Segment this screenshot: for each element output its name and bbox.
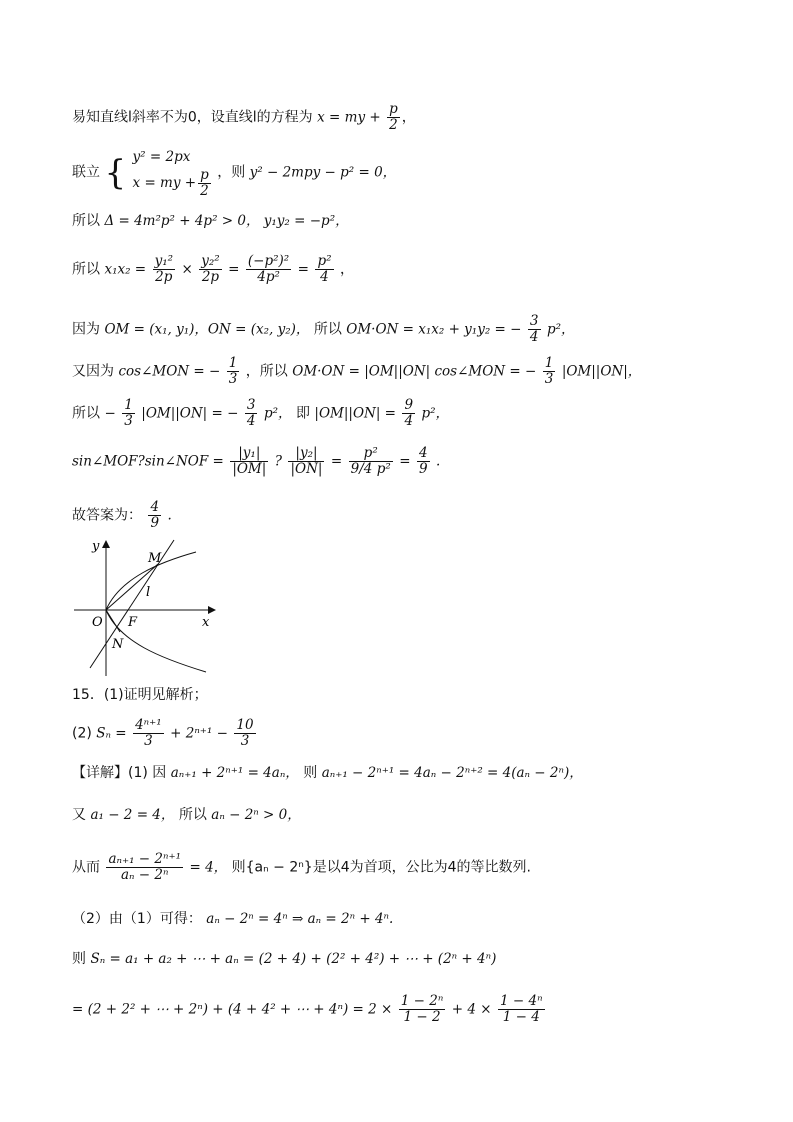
comma: ， (339, 261, 354, 278)
text-yinwei: 因为 (72, 321, 100, 338)
text-geometric-conclusion: 则{aₙ − 2ⁿ}是以4为首项，公比为4的等比数列. (231, 859, 531, 876)
frac-p-over-2-b (198, 168, 211, 199)
text-ze: 则 (303, 765, 318, 781)
text-youyinwei: 又因为 (72, 363, 114, 380)
line-x1x2 (72, 254, 354, 285)
math-quadratic: y² − 2mpy − p² = 0， (249, 164, 397, 181)
frac-den: 2p (155, 269, 173, 285)
text-lianli: 联立 (72, 164, 100, 181)
frac-den: 2 (200, 183, 209, 199)
frac-10-3 (234, 718, 255, 749)
frac-num: p² (349, 446, 393, 462)
text-l-slope: 易知直线l斜率不为0，设直线l的方程为 (72, 109, 313, 126)
frac-psq-4psq (246, 254, 291, 285)
line-l-equation: 易知直线l斜率不为0，设直线l的方程为 x = my + $\frac{p}{2}$ ， (72, 101, 416, 133)
frac-den: |ON| (290, 461, 323, 477)
frac-y2sq-2p (199, 254, 221, 285)
frac-geom-2 (399, 994, 446, 1025)
frac-num: 4 (150, 499, 160, 515)
parabola-figure (70, 536, 220, 678)
label-x: x (202, 615, 210, 630)
text-ze: ，则 (217, 164, 246, 181)
text-answer-label: 故答案为： (72, 507, 142, 524)
text-part2-label: (2) (72, 725, 92, 742)
frac-1-3 (227, 356, 240, 387)
frac-num: y₂² (201, 253, 220, 269)
label-N: N (112, 637, 124, 652)
line-detail3 (72, 852, 531, 883)
frac-num: aₙ₊₁ − 2ⁿ⁺¹ (108, 851, 182, 867)
line-cos (72, 356, 641, 387)
label-y: y (92, 539, 100, 554)
frac-num: 1 (544, 355, 554, 371)
period: . (167, 507, 172, 524)
frac-3-4-b (245, 398, 258, 429)
frac-4n1-3 (133, 718, 164, 749)
math-sin: sin∠MOF?sin∠NOF = (72, 453, 224, 470)
frac-num: 3 (529, 313, 539, 329)
frac-den: 9 (150, 515, 160, 531)
frac-den: 4 (320, 269, 329, 285)
text-suoyi: 所以 (72, 405, 100, 422)
line-discriminant (72, 212, 349, 230)
frac-num: |y₂| (288, 446, 324, 462)
y-axis-arrow-icon (102, 540, 110, 548)
math-norm-eq: |OM||ON| = − (141, 405, 239, 422)
system-eq1: y² = 2px (132, 149, 191, 165)
frac-den: 1 − 2 (403, 1009, 441, 1025)
frac-psq-4 (315, 254, 333, 285)
frac-geom-4 (498, 994, 545, 1025)
times-sign: × (181, 261, 193, 278)
label-O: O (92, 615, 103, 630)
frac-num: (−p²)² (247, 253, 290, 269)
math-psq: p²， (421, 405, 450, 422)
text-you: 又 (72, 807, 86, 823)
frac-num: 10 (236, 717, 254, 733)
frac-y1sq-2p (153, 254, 175, 285)
frac-num: 9 (404, 397, 414, 413)
equals-sign: = (330, 453, 343, 470)
frac-den: 4 (529, 329, 539, 345)
frac-den: 2p (201, 269, 220, 285)
text-ze: 则 (72, 951, 86, 967)
frac-3-4 (528, 314, 541, 345)
frac-num: p² (317, 253, 332, 269)
minus-sign: − (104, 405, 116, 422)
frac-num: 1 (124, 397, 133, 413)
line-p15-part2 (72, 718, 258, 749)
left-brace-icon: { (104, 152, 127, 193)
math-norm-result: |OM||ON| = (314, 405, 396, 422)
equation-system (133, 146, 213, 199)
text-suoyi: 所以 (313, 321, 342, 338)
frac-den: 3 (544, 371, 554, 387)
system-eq2 (133, 168, 213, 199)
frac-9-4 (402, 398, 415, 429)
text-suoyi: 所以 (72, 213, 100, 229)
math-plus-4: + 4 × (451, 1001, 492, 1018)
math-discriminant: Δ = 4m²p² + 4p² > 0， y₁y₂ = −p²， (104, 213, 349, 229)
math-Sn-sum: Sₙ = a₁ + a₂ + ⋯ + aₙ = (2 + 4) + (2² + 4²) + ⋯ + (2ⁿ + 4ⁿ) (90, 951, 497, 967)
math-l-equation: x = my + (317, 109, 381, 126)
math-positive: aₙ − 2ⁿ > 0， (211, 807, 301, 823)
math-vectors: OM = (x₁, y₁)，ON = (x₂, y₂)， (104, 321, 310, 338)
text-part2-start: （2）由（1）可得： (72, 911, 202, 927)
frac-y2-on (288, 446, 324, 477)
frac-1-3-c (122, 398, 135, 429)
line-l (90, 540, 174, 668)
line-p15-part1 (72, 686, 208, 704)
math-eq4: = 4， (189, 859, 228, 876)
math-psq: p²， (263, 405, 292, 422)
equals-sign: = (399, 453, 411, 470)
label-M: M (148, 551, 162, 566)
math-cos: cos∠MON = − (118, 363, 221, 380)
frac-den: 2 (389, 117, 398, 133)
question-mark: ? (274, 453, 283, 470)
frac-den: 4 (246, 413, 256, 429)
frac-y1-om (230, 446, 268, 477)
text-suoyi: 所以 (72, 261, 100, 278)
frac-4-9 (417, 446, 430, 477)
frac-num: 4ⁿ⁺¹ (135, 717, 162, 733)
x-axis-arrow-icon (208, 606, 216, 614)
frac-den: 4 (404, 413, 414, 429)
text-p15-part1: 15．(1)证明见解析； (72, 687, 208, 703)
frac-1-3-b (543, 356, 556, 387)
line-norm-product (72, 398, 449, 429)
line-detail2 (72, 806, 301, 824)
frac-num: 1 (228, 355, 238, 371)
frac-ratio (106, 852, 183, 883)
math-norms: |OM||ON|， (561, 363, 642, 380)
frac-den: 3 (240, 733, 250, 749)
math-Sn: Sₙ = (96, 725, 127, 742)
frac-num: 4 (418, 445, 428, 461)
frac-den: 4p² (257, 269, 280, 285)
math-2n1: + 2ⁿ⁺¹ − (170, 725, 228, 742)
text-suoyi: 所以 (178, 807, 207, 823)
text-detail-label: 【详解】(1) 因 (72, 765, 167, 781)
line-detail1 (72, 764, 583, 782)
line-sin-product (72, 446, 440, 477)
frac-den: 3 (228, 371, 238, 387)
parabola-curve (106, 552, 206, 672)
line-detail5 (72, 950, 496, 968)
frac-num: p (389, 101, 398, 117)
math-transform: aₙ₊₁ − 2ⁿ⁺¹ = 4aₙ − 2ⁿ⁺² = 4(aₙ − 2ⁿ)， (321, 765, 583, 781)
line-detail6 (72, 994, 547, 1025)
text-conger: 从而 (72, 859, 100, 876)
equals-sign: = (228, 261, 240, 278)
answer-fraction (148, 500, 161, 531)
frac-den: 9 (418, 461, 428, 477)
line-system (72, 146, 396, 199)
frac-num: |y₁| (230, 446, 268, 462)
line-vectors (72, 314, 575, 345)
text-ji: 即 (295, 405, 310, 422)
equals-sign: = (297, 261, 309, 278)
frac-den: 3 (144, 733, 153, 749)
frac-den: 9/4 p² (350, 461, 391, 477)
frac-num: 1 − 4ⁿ (500, 993, 543, 1009)
frac-p-over-2 (387, 102, 400, 133)
math-dot-product: OM·ON = x₁x₂ + y₁y₂ = − (346, 321, 522, 338)
frac-den: 3 (124, 413, 133, 429)
frac-num: 3 (246, 397, 256, 413)
segment-ON (106, 610, 120, 632)
label-l: l (146, 585, 151, 600)
math-dot-cos: OM·ON = |OM||ON| cos∠MON = − (292, 363, 537, 380)
frac-psq-ninefourths (349, 446, 393, 477)
math-x1x2: x₁x₂ = (104, 261, 147, 278)
frac-den: |OM| (232, 461, 267, 477)
frac-den: aₙ − 2ⁿ (120, 867, 169, 883)
frac-num: 1 − 2ⁿ (400, 993, 444, 1009)
math-an: aₙ − 2ⁿ = 4ⁿ ⇒ aₙ = 2ⁿ + 4ⁿ. (206, 911, 394, 927)
math-psq: p²， (546, 321, 575, 338)
label-F: F (128, 615, 138, 630)
line-detail4 (72, 910, 393, 928)
period: . (436, 453, 441, 470)
text-suoyi: ，所以 (245, 363, 288, 380)
eq2-lhs: x = my + (132, 175, 197, 191)
frac-num: y₁² (154, 253, 174, 269)
math-split-sum: = (2 + 2² + ⋯ + 2ⁿ) + (4 + 4² + ⋯ + 4ⁿ) = 2 × (72, 1001, 393, 1018)
frac-den: 1 − 4 (502, 1009, 540, 1025)
math-a1: a₁ − 2 = 4， (90, 807, 175, 823)
math-recurrence: aₙ₊₁ + 2ⁿ⁺¹ = 4aₙ， (170, 765, 299, 781)
frac-num: p (200, 167, 209, 183)
line-answer (72, 500, 172, 531)
